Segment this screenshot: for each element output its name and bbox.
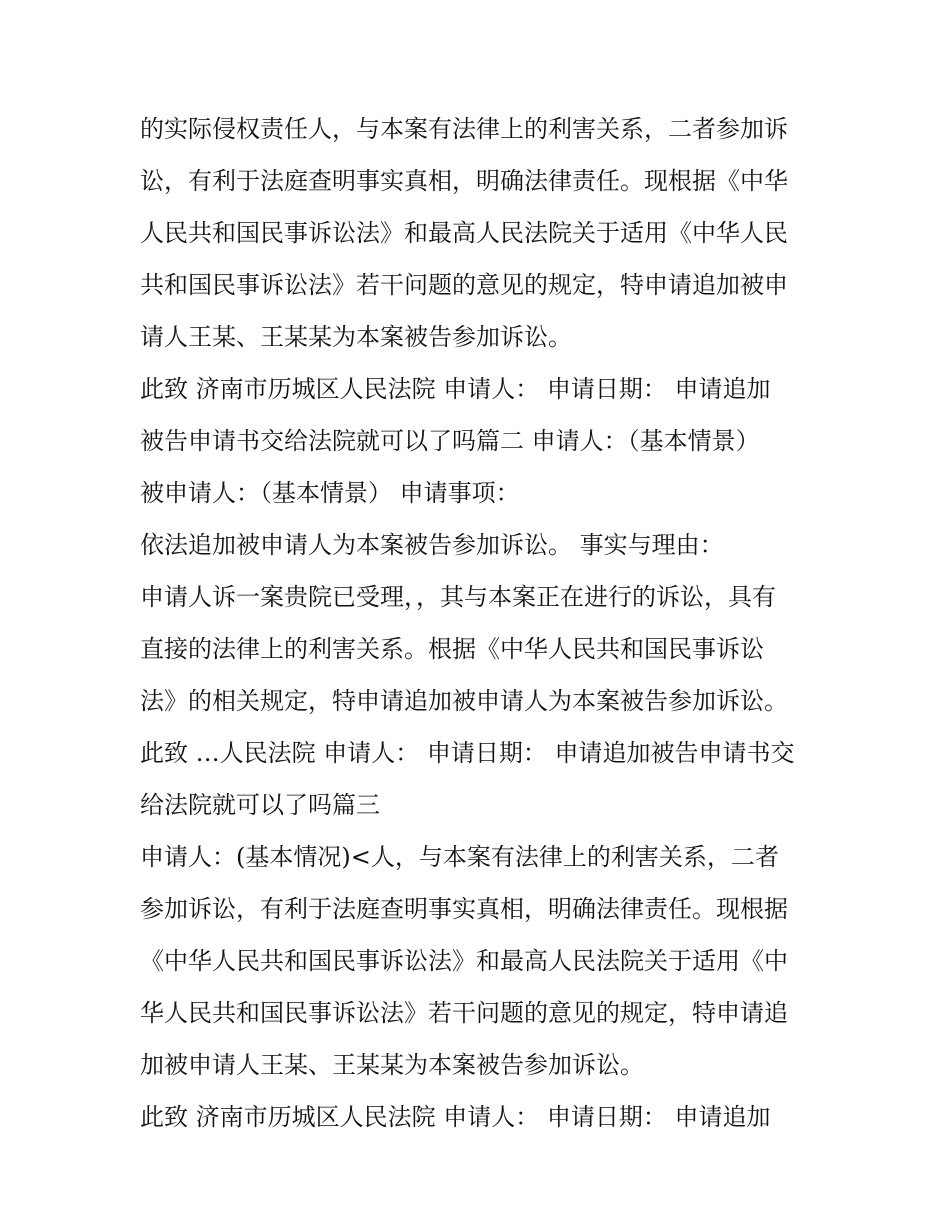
text-line-13: 此致 …人民法院 申请人： 申请日期： 申请追加被告申请书交 bbox=[140, 739, 795, 767]
text-line-18: 华人民共和国民事诉讼法》若干问题的意见的规定，特申请追 bbox=[140, 999, 788, 1027]
text-line-16: 参加诉讼，有利于法庭查明事实真相，明确法律责任。现根据 bbox=[140, 895, 788, 923]
text-line-6: 此致 济南市历城区人民法院 申请人： 申请日期： 申请追加 bbox=[140, 375, 771, 403]
text-line-15: 申请人：(基本情况)<人，与本案有法律上的利害关系，二者 bbox=[140, 843, 779, 871]
text-line-9: 依法追加被申请人为本案被告参加诉讼。 事实与理由： bbox=[140, 531, 724, 559]
text-line-11: 直接的法律上的利害关系。根据《中华人民共和国民事诉讼 bbox=[140, 635, 764, 663]
document-body bbox=[140, 103, 820, 1143]
text-line-3: 人民共和国民事诉讼法》和最高人民法院关于适用《中华人民 bbox=[140, 219, 788, 247]
text-line-5: 请人王某、王某某为本案被告参加诉讼。 bbox=[140, 323, 572, 351]
text-line-10: 申请人诉一案贵院已受理，，其与本案正在进行的诉讼，具有 bbox=[140, 583, 776, 611]
text-line-8: 被申请人：（基本情景） 申请事项： bbox=[140, 479, 520, 507]
text-line-1: 的实际侵权责任人，与本案有法律上的利害关系，二者参加诉 bbox=[140, 115, 788, 143]
text-line-19: 加被申请人王某、王某某为本案被告参加诉讼。 bbox=[140, 1051, 644, 1079]
text-line-20: 此致 济南市历城区人民法院 申请人： 申请日期： 申请追加 bbox=[140, 1103, 771, 1131]
text-line-7: 被告申请书交给法院就可以了吗篇二 申请人：（基本情景） bbox=[140, 427, 760, 455]
text-line-2: 讼，有利于法庭查明事实真相，明确法律责任。现根据《中华 bbox=[140, 167, 788, 195]
text-line-17: 《中华人民共和国民事诉讼法》和最高人民法院关于适用《中 bbox=[140, 947, 788, 975]
text-line-12: 法》的相关规定，特申请追加被申请人为本案被告参加诉讼。 bbox=[140, 687, 788, 715]
text-line-14: 给法院就可以了吗篇三 bbox=[140, 791, 380, 819]
text-line-4: 共和国民事诉讼法》若干问题的意见的规定，特申请追加被申 bbox=[140, 271, 788, 299]
